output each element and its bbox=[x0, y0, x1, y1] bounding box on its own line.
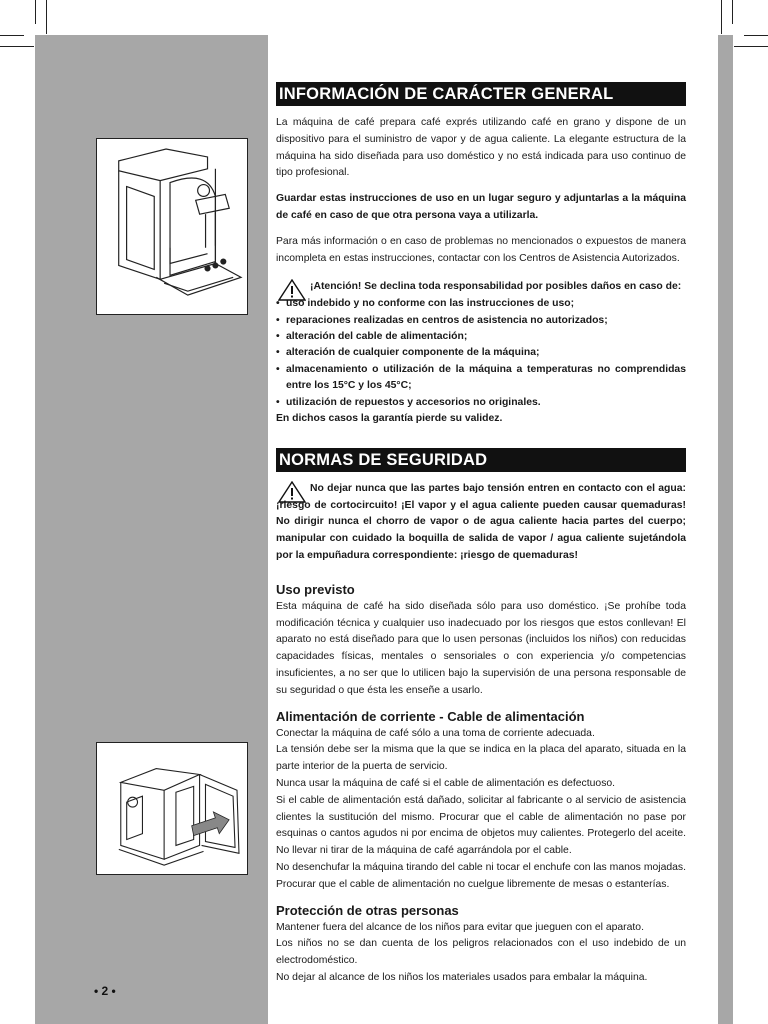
main-content bbox=[276, 82, 686, 987]
crop-mark bbox=[734, 46, 768, 47]
warning-triangle-icon bbox=[278, 481, 306, 503]
prot-line: No dejar al alcance de los niños los materiales usados para embalar la máquina. bbox=[276, 971, 648, 983]
alim-line: No desenchufar la máquina tirando del cable ni tocar el enchufe con las manos mojadas. Procurar que el cable de alimentación no cuelgue libremente de mesas o estanterías. bbox=[276, 861, 686, 890]
paragraph-intro: La máquina de café prepara café exprés utilizando café en grano y dispone de un dispositivo para el suministro de vapor y de agua caliente. La elegante estructura de la máquina ha sido diseñada para uso doméstico y no está indicada para uso continuo de tipo profesional. bbox=[276, 117, 686, 179]
warning-block-liability bbox=[276, 279, 686, 427]
section-title-safety: NORMAS DE SEGURIDAD bbox=[276, 448, 686, 472]
figure-coffee-machine bbox=[96, 138, 248, 315]
list-item: • uso indebido y no conforme con las instrucciones de uso; bbox=[276, 296, 686, 312]
section-title-general: INFORMACIÓN DE CARÁCTER GENERAL bbox=[276, 82, 686, 106]
warning-liability-title: ¡Atención! Se declina toda responsabilidad por posibles daños en caso de: bbox=[310, 281, 682, 293]
heading-uso-previsto: Uso previsto bbox=[276, 581, 355, 597]
paragraph-more-info: Para más información o en caso de problemas no mencionados o expuestos de manera incompleta en estas instrucciones, contactar con los Centros de Asistencia Autorizados. bbox=[276, 235, 686, 264]
paragraph-uso-previsto: Esta máquina de café ha sido diseñada sólo para uso doméstico. ¡Se prohíbe toda modificación técnica y cualquier uso inadecuado por los riesgos que estos conllevan! El aparato no está diseñado para que lo usen personas (incluidos los niños) con reducidas capacidades físicas, mentales o sensoriales o con experiencia y/o competencias insuficientes, a no ser que lo utilicen bajo la supervisión de una persona responsable de su seguridad o que ésta les enseñe a usarlo. bbox=[276, 600, 686, 696]
prot-line: Los niños no se dan cuenta de los peligros relacionados con el uso indebido de un electrodoméstico. bbox=[276, 938, 686, 967]
crop-mark bbox=[46, 0, 47, 34]
list-item: • alteración del cable de alimentación; bbox=[276, 329, 686, 345]
alim-line: Nunca usar la máquina de café si el cable de alimentación es defectuoso. bbox=[276, 777, 616, 789]
list-item: • reparaciones realizadas en centros de asistencia no autorizados; bbox=[276, 313, 686, 329]
list-item: • alteración de cualquier componente de la máquina; bbox=[276, 345, 686, 361]
list-item: • utilización de repuestos y accesorios no originales. bbox=[276, 395, 686, 411]
list-item: • almacenamiento o utilización de la máquina a temperaturas no comprendidas entre los 15°C y los 45°C; bbox=[276, 362, 686, 395]
alim-line: Conectar la máquina de café sólo a una toma de corriente adecuada. bbox=[276, 727, 595, 739]
figure-machine-open-door bbox=[96, 742, 248, 875]
machine-open-door-illustration bbox=[97, 743, 247, 874]
paragraph-keep-instructions: Guardar estas instrucciones de uso en un lugar seguro y adjuntarlas a la máquina de café en caso de que otra persona vaya a utilizarla. bbox=[276, 193, 686, 221]
warning-block-safety bbox=[276, 481, 686, 565]
warning-liability-list bbox=[276, 296, 686, 411]
alim-line: Si el cable de alimentación está dañado, solicitar al fabricante o al servicio de asistencia clientes la sustitución del mismo. Procurar que el cable de alimentación no pase por esquinas o cantos agudos ni por encima de objetos muy calientes. Protegerlo del aceite. No llevar ni tirar de la máquina de café agarrándola por el cable. bbox=[276, 794, 686, 857]
crop-mark bbox=[744, 35, 768, 36]
crop-mark bbox=[0, 35, 24, 36]
crop-mark bbox=[721, 0, 722, 34]
prot-line: Mantener fuera del alcance de los niños para evitar que jueguen con el aparato. bbox=[276, 921, 644, 933]
coffee-machine-illustration bbox=[97, 139, 247, 314]
heading-proteccion: Protección de otras personas bbox=[276, 902, 459, 918]
page-number: • 2 • bbox=[94, 984, 116, 998]
heading-alimentacion: Alimentación de corriente - Cable de alimentación bbox=[276, 708, 585, 724]
right-strip bbox=[718, 35, 733, 1024]
alim-line: La tensión debe ser la misma que la que se indica en la placa del aparato, situada en la parte interior de la puerta de servicio. bbox=[276, 744, 686, 773]
warning-liability-footer: En dichos casos la garantía pierde su validez. bbox=[276, 413, 503, 425]
crop-mark bbox=[35, 0, 36, 24]
crop-mark bbox=[732, 0, 733, 24]
warning-safety-text: No dejar nunca que las partes bajo tensión entren en contacto con el agua: ¡riesgo de cortocircuito! ¡El vapor y el agua caliente pueden causar quemaduras! No dirigir nunca el chorro de vapor o de agua caliente hacia partes del cuerpo; manipular con cuidado la boquilla de salida de vapor / agua caliente sujetándola por la empuñadura correspondiente: ¡riesgo de quemaduras! bbox=[276, 482, 686, 561]
crop-mark bbox=[0, 46, 34, 47]
